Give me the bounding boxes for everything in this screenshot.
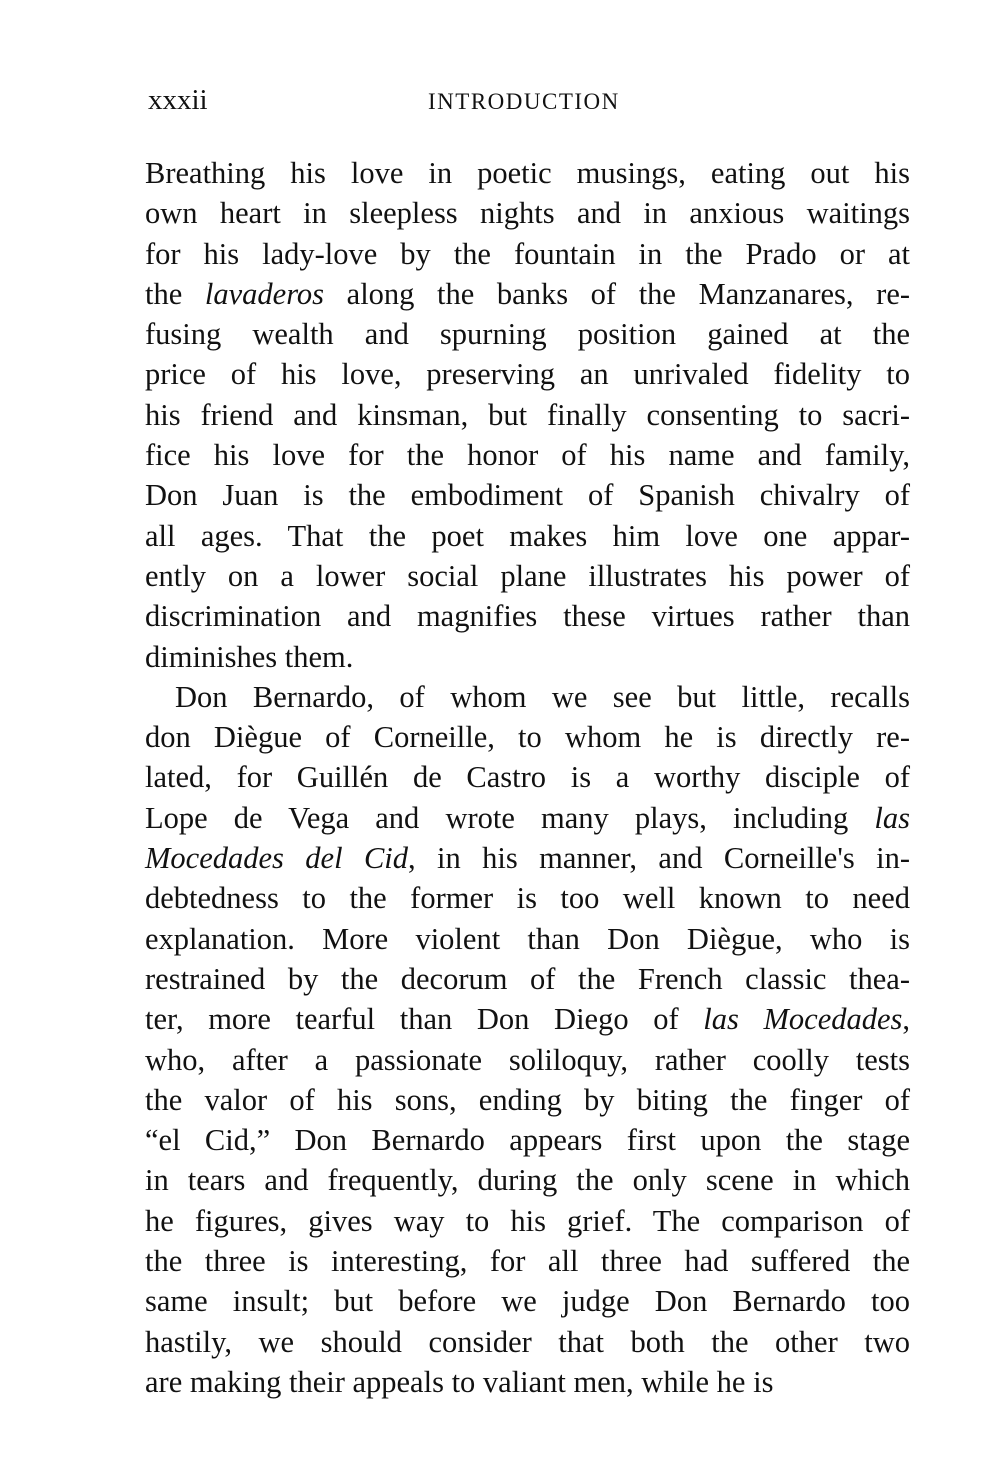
text-run: hastily, we should consider that both the other two [145,1324,910,1359]
text-run: his friend and kinsman, but finally consenting to sacri- [145,397,910,432]
body-text [145,153,910,1402]
text-run: diminishes them. [145,639,354,674]
text-line [145,556,910,596]
text-line [145,1120,910,1160]
text-run: fice his love for the honor of his name and family, [145,438,910,473]
text-line [145,395,910,435]
text-run: “el Cid,” Don Bernardo appears first upon the stage [145,1123,910,1158]
text-run: who, after a passionate soliloquy, rather coolly tests [145,1042,910,1077]
text-run: debtedness to the former is too well known to need [145,881,910,916]
text-line [145,435,910,475]
text-line [145,1362,910,1402]
text-run: in tears and frequently, during the only scene in which [145,1163,910,1198]
text-run: all ages. That the poet makes him love one appar- [145,518,910,553]
text-line [145,1040,910,1080]
text-run: don Diègue of Corneille, to whom he is directly re- [145,720,910,755]
text-line [145,274,910,314]
running-head [148,82,908,118]
text-line [145,637,910,677]
text-line [145,153,910,193]
text-line [145,1241,910,1281]
text-line [145,717,910,757]
paragraph [145,153,910,677]
text-run: fusing wealth and spurning position gained at the [145,317,910,352]
text-run: Don Bernardo, of whom we see but little, recalls [175,679,910,714]
text-run: same insult; but before we judge Don Bernardo too [145,1284,910,1319]
text-line [145,757,910,797]
italic-text: lavaderos [204,276,325,311]
text-line [145,596,910,636]
text-run: Lope de Vega and wrote many plays, including [145,800,875,835]
page-number: xxxii [148,84,208,116]
italic-text: las [874,800,910,835]
paragraph [145,677,910,1402]
text-line [145,919,910,959]
text-line [145,475,910,515]
text-line [145,878,910,918]
text-line [145,798,910,838]
text-line [145,1160,910,1200]
text-run: Don Juan is the embodiment of Spanish chivalry of [145,478,910,513]
text-run: the valor of his sons, ending by biting the finger of [145,1082,910,1117]
text-line [145,1322,910,1362]
text-run: he figures, gives way to his grief. The comparison of [145,1203,910,1238]
text-line [145,677,910,717]
text-run: , [902,1002,911,1037]
text-line [145,354,910,394]
text-run: Breathing his love in poetic musings, eating out his [145,156,910,190]
text-line [145,999,910,1039]
text-line [145,1201,910,1241]
text-line [145,516,910,556]
text-run: along the banks of the Manzanares, re- [324,276,911,311]
text-run: the [145,276,205,311]
italic-text: las Mocedades [703,1002,903,1037]
text-run: , in his manner, and Corneille's in- [408,841,910,876]
text-run: lated, for Guillén de Castro is a worthy disciple of [145,760,910,795]
text-run: ter, more tearful than Don Diego of [145,1002,704,1037]
running-title: INTRODUCTION [428,89,620,114]
text-line [145,1281,910,1321]
text-line [145,1080,910,1120]
text-run: discrimination and magnifies these virtues rather than [145,599,910,634]
text-run: are making their appeals to valiant men, while he is [145,1364,774,1399]
text-run: ently on a lower social plane illustrates his power of [145,558,910,593]
text-run: own heart in sleepless nights and in anxious waitings [145,196,910,231]
text-line [145,959,910,999]
italic-text: Mocedades del Cid [145,841,409,876]
text-run: restrained by the decorum of the French classic thea- [145,961,910,996]
text-line [145,838,910,878]
text-line [145,234,910,274]
text-run: the three is interesting, for all three had suffered the [145,1244,910,1279]
text-line [145,314,910,354]
text-run: price of his love, preserving an unrivaled fidelity to [145,357,910,392]
text-run: explanation. More violent than Don Diègue, who is [145,921,910,956]
text-run: for his lady-love by the fountain in the Prado or at [145,236,910,271]
text-line [145,193,910,233]
